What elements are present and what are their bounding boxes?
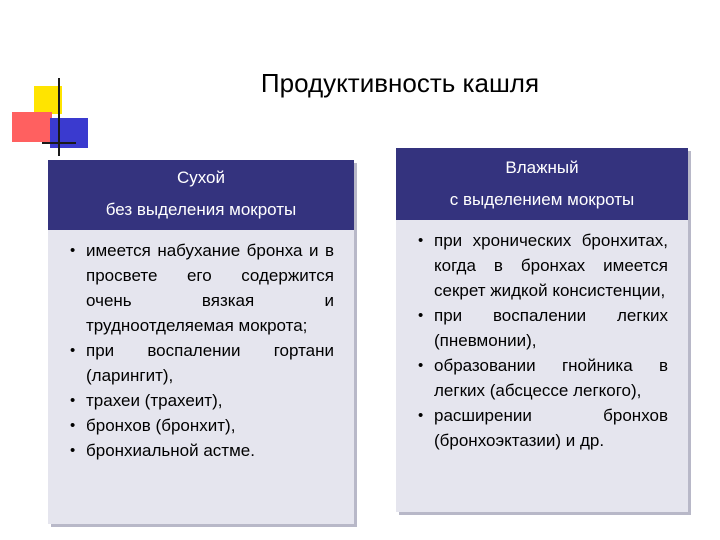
list-item: • бронхиальной астме. [70, 438, 334, 463]
decor-red-square [12, 112, 52, 142]
list-item: • при воспалении гортани (ларингит), [70, 338, 334, 388]
slide-title: Продуктивность кашля [260, 68, 540, 98]
bullet-icon: • [70, 242, 76, 259]
dry-cough-heading: Сухой [176, 168, 226, 187]
list-item: • трахеи (трахеит), [70, 388, 334, 413]
bullet-icon: • [70, 342, 76, 359]
bullet-icon: • [418, 407, 424, 424]
list-item: • образовании гнойника в легких (абсцессе легкого), [418, 353, 668, 403]
list-item: • расширении бронхов (бронхоэктазии) и др. [418, 403, 668, 453]
dry-cough-card [48, 160, 354, 524]
bullet-icon: • [70, 417, 76, 434]
dry-cough-list [48, 230, 354, 463]
bullet-icon: • [70, 392, 76, 409]
wet-cough-heading: Влажный [505, 158, 579, 177]
bullet-icon: • [70, 442, 76, 459]
dry-cough-header [48, 160, 354, 230]
decor-vertical-line [58, 78, 60, 156]
dry-cough-subheading: без выделения мокроты [105, 200, 297, 219]
wet-cough-header [396, 148, 688, 220]
wet-cough-subheading: с выделением мокроты [449, 190, 635, 209]
list-item: • при воспалении легких (пневмонии), [418, 303, 668, 353]
list-item: • при хронических бронхитах, когда в бронхах имеется секрет жидкой консистенции, [418, 228, 668, 303]
bullet-icon: • [418, 357, 424, 374]
bullet-icon: • [418, 307, 424, 324]
wet-cough-list [396, 220, 688, 453]
list-item: • бронхов (бронхит), [70, 413, 334, 438]
bullet-icon: • [418, 232, 424, 249]
list-item: • имеется набухание бронха и в просвете его содержится очень вязкая и трудноотделяемая мокрота; [70, 238, 334, 338]
decor-horizontal-line [42, 142, 76, 144]
wet-cough-card [396, 148, 688, 512]
